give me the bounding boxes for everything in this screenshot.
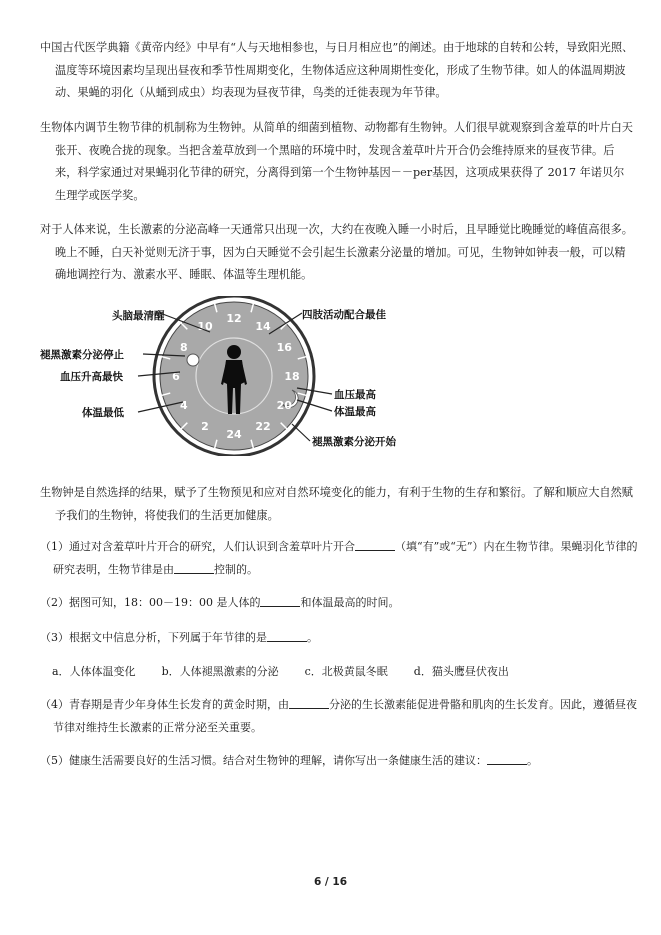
answer-blank-4[interactable] <box>289 696 329 709</box>
clock-number: 20 <box>276 399 292 412</box>
paragraph-natural-selection: 生物钟是自然选择的结果，赋予了生物预见和应对自然环境变化的能力，有利于生物的生存和繁衍。了解和顺应大自然赋予我们的生物钟，将使我们的生活更加健康。 <box>40 486 633 522</box>
clock-number: 10 <box>197 319 213 333</box>
clock-number: 16 <box>276 341 292 354</box>
page-number: 6 / 16 <box>313 876 348 888</box>
label-melatonin-stop: 褪黑激素分泌停止 <box>40 349 124 361</box>
paragraph-intro: 中国古代医学典籍《黄帝内经》中早有“人与天地相参也，与日月相应也”的阐述。由于地球的自转和公转，导致阳光照、温度等环境因素均呈现出昼夜和季节性周期变化，生物体适应这种周期性变化，形成了生物节律。如人的体温周期波动、果蝇的羽化（从蛹到成虫）均表现为昼夜节律，鸟类的迁徙表现为年节律。 <box>40 41 634 99</box>
clock-number: 4 <box>179 399 188 412</box>
clock-number: 24 <box>226 428 242 441</box>
answer-blank-2[interactable] <box>260 594 300 607</box>
clock-number: 6 <box>172 370 180 383</box>
answer-blank-5[interactable] <box>487 752 527 765</box>
option-a[interactable]: a．人体体温变化 <box>52 665 136 678</box>
question-5: （5）健康生活需要良好的生活习惯。结合对生物钟的理解，请你写出一条健康生活的建议： 。 <box>40 754 538 767</box>
label-body-temp-lowest: 体温最低 <box>82 407 124 419</box>
question-3-options <box>52 663 535 681</box>
clock-number: 12 <box>226 312 242 325</box>
question-3: （3）根据文中信息分析，下列属于年节律的是 。 <box>40 631 318 644</box>
clock-number: 2 <box>201 420 209 434</box>
question-2: （2）据图可知，18：00－19：00 是人体的 和体温最高的时间。 <box>40 596 400 609</box>
label-blood-pressure-rise: 血压升高最快 <box>60 371 123 383</box>
paragraph-growth-hormone: 对于人体来说，生长激素的分泌高峰一天通常只出现一次，大约在夜晚入睡一小时后，且早睡觉比晚睡觉的峰值高很多。晚上不睡，白天补觉则无济于事，因为白天睡觉不会引起生长激素分泌量的增加。可见，生物钟如钟表一般，可以精确地调控行为、激素水平、睡眠、体温等生理机能。 <box>40 223 633 281</box>
label-blood-pressure-highest: 血压最高 <box>334 389 376 401</box>
sun-icon <box>187 354 199 366</box>
answer-blank-1a[interactable] <box>355 538 395 551</box>
paragraph-biological-clock: 生物体内调节生物节律的机制称为生物钟。从简单的细菌到植物、动物都有生物钟。人们很早就观察到含羞草的叶片白天张开、夜晚合拢的现象。当把含羞草放到一个黑暗的环境中时，发现含羞草叶片开合仍会维持原来的昼夜节律。后来，科学家通过对果蝇羽化节律的研究，分离得到第一个生物钟基因－－per基因，这项成果获得了 2017 年诺贝尔生理学或医学奖。 <box>40 121 633 202</box>
clock-number: 18 <box>284 370 300 383</box>
question-4: （4）青春期是青少年身体生长发育的黄金时期，由 分泌的生长激素能促进骨骼和肌肉的生长发育。因此，遵循昼夜节律对维持生长激素的正常分泌至关重要。 <box>40 698 637 734</box>
biological-clock-diagram <box>40 296 410 456</box>
option-b[interactable]: b．人体褪黑激素的分泌 <box>161 665 279 678</box>
answer-blank-3[interactable] <box>267 629 307 642</box>
label-melatonin-start: 褪黑激素分泌开始 <box>312 436 396 448</box>
option-d[interactable]: d．猫头鹰昼伏夜出 <box>413 665 509 678</box>
label-body-temp-highest: 体温最高 <box>334 406 376 418</box>
clock-number: 22 <box>255 420 271 434</box>
option-c[interactable]: c．北极黄鼠冬眠 <box>304 665 388 678</box>
clock-number: 14 <box>255 319 271 333</box>
label-limbs-coordination: 四肢活动配合最佳 <box>302 309 386 321</box>
clock-number: 8 <box>179 341 188 354</box>
label-head-clearest: 头脑最清醒 <box>112 310 165 322</box>
answer-blank-1b[interactable] <box>174 561 214 574</box>
question-1: （1）通过对含羞草叶片开合的研究，人们认识到含羞草叶片开合 （填“有”或“无”）内在生物节律。果蝇羽化节律的研究表明，生物节律是由 控制的。 <box>40 540 638 576</box>
